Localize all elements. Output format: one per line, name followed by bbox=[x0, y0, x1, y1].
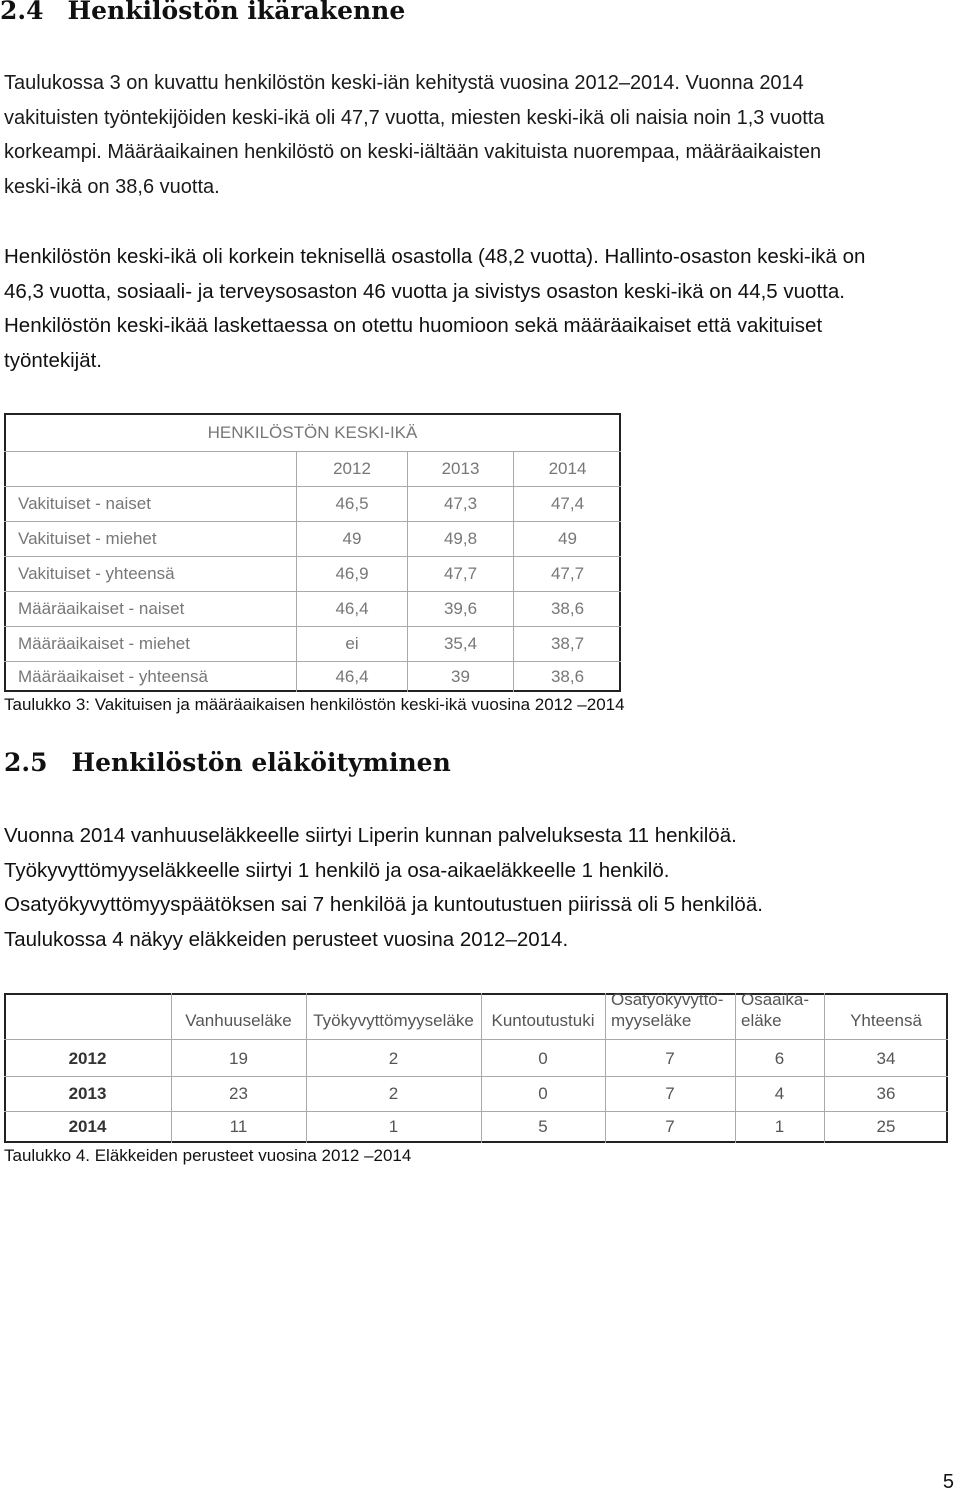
header-year: 2014 bbox=[548, 458, 587, 478]
row-label: Määräaikaiset - miehet bbox=[4, 626, 297, 661]
header-cell bbox=[824, 993, 948, 1037]
header-cell bbox=[605, 990, 735, 1037]
cell-value: 49,8 bbox=[408, 521, 514, 556]
paragraph-age-summary bbox=[4, 66, 824, 204]
table-divider bbox=[735, 993, 736, 1143]
table-divider bbox=[4, 1111, 948, 1112]
paragraph-line: keski-ikä on 38,6 vuotta. bbox=[4, 175, 220, 198]
cell-value: 0 bbox=[538, 1083, 548, 1103]
header-cell bbox=[735, 990, 824, 1037]
header-line2: Kuntoutustuki bbox=[491, 1011, 595, 1030]
cell-value: 47,3 bbox=[408, 486, 514, 521]
table-divider bbox=[4, 1039, 948, 1040]
section-number: 2.5 bbox=[4, 748, 48, 777]
table-row bbox=[4, 1076, 948, 1111]
paragraph-line: Osatyökyvyttömyyspäätöksen sai 7 henkilöä ja kuntoutustuen piirissä oli 5 henkilöä. bbox=[4, 893, 763, 916]
cell-value: 38,6 bbox=[550, 598, 585, 618]
header-empty-cell bbox=[4, 993, 171, 1037]
row-year: 2012 bbox=[68, 1048, 107, 1068]
table-divider bbox=[171, 993, 172, 1143]
cell-value: 46,4 bbox=[297, 591, 408, 626]
section-title: Henkilöstön eläköityminen bbox=[71, 748, 451, 777]
table-row bbox=[4, 521, 621, 556]
cell-value: 35,4 bbox=[408, 626, 514, 661]
cell-value: 7 bbox=[665, 1117, 675, 1136]
table-row bbox=[4, 556, 621, 591]
cell-value: 49 bbox=[297, 521, 408, 556]
paragraph-line: Työkyvyttömyyseläkkeelle siirtyi 1 henkilö ja osa-aikaeläkkeelle 1 henkilö. bbox=[4, 858, 670, 882]
section-title: Henkilöstön ikärakenne bbox=[67, 0, 406, 25]
page-number: 5 bbox=[942, 1471, 954, 1493]
paragraph-line: vakituisten työntekijöiden keski-ikä oli 47,7 vuotta, miesten keski-ikä oli naisia noin 1,3 vuotta bbox=[4, 106, 825, 129]
header-year: 2013 bbox=[408, 451, 514, 486]
cell-value: 2 bbox=[388, 1083, 399, 1103]
table-row bbox=[4, 1041, 948, 1076]
cell-value: 47,7 bbox=[550, 563, 585, 583]
cell-value: 5 bbox=[538, 1117, 548, 1136]
row-label: Määräaikaiset - yhteensä bbox=[4, 661, 297, 692]
cell-value: 1 bbox=[774, 1117, 785, 1136]
row-year: 2014 bbox=[68, 1117, 107, 1136]
cell-value: ei bbox=[297, 626, 408, 661]
table-title: HENKILÖSTÖN KESKI-IKÄ bbox=[207, 423, 418, 442]
cell-value: 36 bbox=[876, 1083, 896, 1103]
header-cell bbox=[481, 993, 605, 1037]
row-year: 2013 bbox=[68, 1083, 107, 1103]
row-label: Vakituiset - naiset bbox=[4, 486, 297, 521]
table-row bbox=[4, 661, 621, 692]
section-number: 2.4 bbox=[0, 0, 44, 25]
table-average-age bbox=[4, 413, 621, 692]
cell-value: 0 bbox=[538, 1048, 548, 1068]
table-row bbox=[4, 626, 621, 661]
table-divider bbox=[4, 556, 621, 557]
paragraph-line: korkeampi. Määräaikainen henkilöstö on keski-iältään vakituista nuorempaa, määräaikaisten bbox=[4, 141, 822, 163]
header-cell bbox=[306, 993, 481, 1037]
cell-value: 38,7 bbox=[550, 633, 585, 653]
paragraph-line: Vuonna 2014 vanhuuseläkkeelle siirtyi Liperin kunnan palveluksesta 11 henkilöä. bbox=[4, 824, 737, 847]
table-row bbox=[4, 486, 621, 521]
table-divider bbox=[4, 1076, 948, 1077]
table-3-caption: Taulukko 3: Vakituisen ja määräaikaisen henkilöstön keski-ikä vuosina 2012 –2014 bbox=[4, 695, 625, 714]
cell-value: 7 bbox=[665, 1083, 675, 1103]
header-line2: Yhteensä bbox=[850, 1011, 922, 1030]
table-divider bbox=[4, 486, 621, 487]
header-line2: Työkyvyttömyyseläke bbox=[313, 1011, 474, 1030]
table-row bbox=[4, 591, 621, 626]
row-label: Vakituiset - yhteensä bbox=[4, 556, 297, 591]
header-line2: myyseläke bbox=[611, 1011, 692, 1030]
paragraph-line: 46,3 vuotta, sosiaali- ja terveysosaston 46 vuotta ja sivistys osaston keski-ikä on 44,5 vuotta. bbox=[4, 279, 845, 303]
cell-value: 34 bbox=[876, 1048, 896, 1068]
table-header-row bbox=[4, 451, 621, 486]
table-divider bbox=[481, 993, 482, 1143]
table-pension-grounds bbox=[4, 990, 948, 1143]
table-header-row bbox=[4, 990, 948, 1037]
header-line1: Osaaika- bbox=[741, 990, 810, 1009]
cell-value: 6 bbox=[774, 1048, 785, 1068]
cell-value: 4 bbox=[774, 1083, 785, 1103]
paragraph-line: Henkilöstön keski-ikää laskettaessa on otettu huomioon sekä määräaikaiset että vakituiset bbox=[4, 314, 823, 337]
cell-value: 11 bbox=[229, 1117, 248, 1136]
section-heading-2-4 bbox=[0, 0, 405, 25]
row-label: Määräaikaiset - naiset bbox=[4, 591, 297, 626]
header-line1: Osatyökyvyttö- bbox=[611, 990, 724, 1009]
cell-value: 1 bbox=[388, 1117, 399, 1136]
paragraph-line: Taulukossa 4 näkyy eläkkeiden perusteet vuosina 2012–2014. bbox=[4, 927, 569, 951]
table-4-caption: Taulukko 4. Eläkkeiden perusteet vuosina 2012 –2014 bbox=[4, 1146, 412, 1165]
cell-value: 47,4 bbox=[550, 493, 585, 513]
cell-value: 46,5 bbox=[297, 486, 408, 521]
table-divider bbox=[4, 626, 621, 627]
cell-value: 23 bbox=[229, 1083, 248, 1103]
cell-value: 39,6 bbox=[408, 591, 514, 626]
table-divider bbox=[4, 521, 621, 522]
paragraph-retirements bbox=[4, 819, 763, 957]
table-divider bbox=[605, 993, 606, 1143]
cell-value: 7 bbox=[665, 1048, 675, 1068]
cell-value: 25 bbox=[876, 1117, 896, 1136]
header-year: 2012 bbox=[297, 451, 408, 486]
cell-value: 39 bbox=[408, 661, 514, 692]
table-row bbox=[4, 1111, 948, 1143]
cell-value: 49 bbox=[558, 528, 577, 548]
cell-value: 46,4 bbox=[297, 661, 408, 692]
cell-value: 47,7 bbox=[408, 556, 514, 591]
header-cell bbox=[171, 993, 306, 1037]
paragraph-line: Taulukossa 3 on kuvattu henkilöstön keski-iän kehitystä vuosina 2012–2014. Vuonna 2014 bbox=[4, 72, 804, 94]
paragraph-line: Henkilöstön keski-ikä oli korkein teknisellä osastolla (48,2 vuotta). Hallinto-osaston keski-ikä on bbox=[4, 245, 866, 268]
table-divider bbox=[4, 451, 621, 452]
header-line2: eläke bbox=[741, 1011, 782, 1030]
header-line2: Vanhuuseläke bbox=[185, 1011, 292, 1030]
table-divider bbox=[306, 993, 307, 1143]
table-divider bbox=[824, 993, 825, 1143]
cell-value: 19 bbox=[229, 1048, 248, 1068]
paragraph-department-ages bbox=[4, 240, 865, 378]
cell-value: 46,9 bbox=[297, 556, 408, 591]
section-heading-2-5 bbox=[4, 748, 451, 777]
cell-value: 38,6 bbox=[550, 666, 585, 686]
table-divider bbox=[4, 591, 621, 592]
paragraph-line: työntekijät. bbox=[4, 348, 102, 372]
row-label: Vakituiset - miehet bbox=[4, 521, 297, 556]
header-empty-cell bbox=[4, 451, 297, 486]
table-divider bbox=[4, 661, 621, 662]
cell-value: 2 bbox=[388, 1048, 399, 1068]
